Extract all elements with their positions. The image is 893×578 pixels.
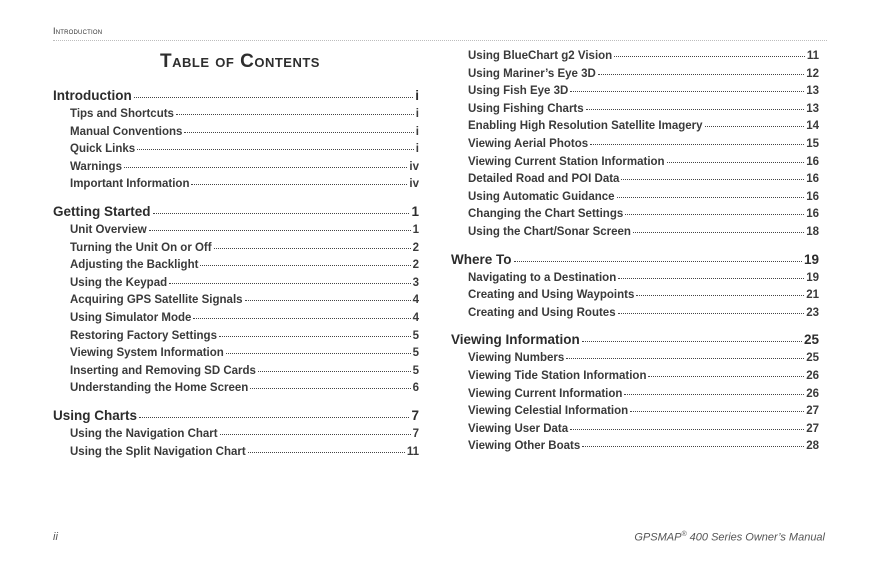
dot-leader [598, 74, 804, 75]
dot-leader [566, 358, 804, 359]
dot-leader [153, 213, 410, 214]
page-number: ii [53, 531, 58, 543]
dot-leader [139, 417, 409, 418]
toc-entry-label: Viewing Aerial Photos [468, 137, 589, 150]
toc-entry[interactable] [53, 294, 419, 312]
manual-title-rest: 400 Series Owner’s Manual [686, 531, 825, 544]
toc-entry-page: 4 [412, 294, 419, 307]
toc-entry-label: Using Fish Eye 3D [468, 85, 569, 98]
dot-leader [618, 313, 805, 314]
toc-entry-label: Viewing System Information [70, 347, 224, 360]
toc-entry-label: Viewing User Data [468, 422, 569, 435]
toc-entry-page: 7 [412, 427, 419, 440]
toc-entry-label: Viewing Current Station Information [468, 155, 665, 168]
toc-entry-label: Viewing Numbers [468, 352, 565, 365]
dot-leader [149, 230, 411, 231]
toc-entry-label: Turning the Unit On or Off [70, 241, 212, 254]
toc-entry[interactable] [451, 191, 819, 209]
toc-right-column [451, 50, 819, 458]
registered-mark: ® [681, 531, 687, 538]
toc-entry-label: Viewing Information [451, 332, 580, 348]
dot-leader [624, 394, 804, 395]
dot-leader [124, 167, 407, 168]
toc-entry[interactable] [451, 156, 819, 174]
toc-entry-page: 18 [806, 225, 819, 238]
toc-entry[interactable] [53, 330, 419, 348]
running-header: Introduction [53, 26, 103, 36]
toc-entry-page: 3 [412, 276, 419, 289]
toc-entry-label: Warnings [70, 160, 122, 173]
toc-entry-page: 2 [412, 259, 419, 272]
toc-entry-page: i [415, 108, 419, 120]
toc-entry[interactable] [53, 161, 419, 179]
toc-section-entry[interactable] [451, 332, 819, 352]
page-title: Table of Contents [160, 51, 320, 72]
toc-entry-page: 4 [412, 311, 419, 324]
toc-entry-page: 26 [806, 387, 819, 400]
toc-entry-label: Understanding the Home Screen [70, 382, 249, 395]
toc-entry-label: Important Information [70, 178, 190, 191]
dot-leader [137, 149, 414, 150]
toc-entry-page: 27 [806, 405, 819, 418]
toc-entry-page: i [415, 125, 419, 138]
toc-entry[interactable] [451, 307, 819, 325]
toc-entry-label: Creating and Using Waypoints [468, 289, 635, 302]
dot-leader [514, 261, 802, 262]
toc-entry-page: 16 [806, 190, 819, 203]
toc-entry[interactable] [451, 173, 819, 191]
dot-leader [134, 97, 414, 98]
toc-entry-label: Where To [451, 251, 512, 267]
dot-leader [630, 411, 804, 412]
toc-entry-label: Getting Started [53, 203, 151, 219]
toc-entry[interactable] [451, 423, 819, 441]
toc-entry-page: 21 [806, 289, 819, 302]
dot-leader [245, 300, 411, 301]
dot-leader [219, 336, 411, 337]
toc-entry-page: i [415, 143, 419, 156]
toc-entry-page: 25 [803, 332, 819, 348]
toc-entry-page: 23 [806, 306, 819, 319]
dot-leader [184, 132, 413, 133]
toc-entry-page: 16 [806, 173, 819, 186]
toc-entry-page: 5 [412, 364, 419, 377]
toc-entry[interactable] [451, 440, 819, 458]
toc-entry[interactable] [53, 259, 419, 277]
toc-entry-page: 6 [412, 382, 419, 395]
toc-entry-label: Restoring Factory Settings [70, 329, 217, 342]
toc-entry[interactable] [53, 242, 419, 260]
dot-leader [176, 114, 414, 115]
toc-entry-label: Navigating to a Destination [468, 271, 617, 284]
dot-leader [200, 265, 410, 266]
toc-entry-page: 1 [411, 203, 419, 219]
toc-entry-page: 15 [806, 137, 819, 150]
toc-entry[interactable] [53, 312, 419, 330]
toc-entry-label: Inserting and Removing SD Cards [70, 364, 256, 377]
toc-entry[interactable] [53, 178, 419, 196]
toc-entry[interactable] [451, 103, 819, 121]
toc-entry-label: Changing the Chart Settings [468, 208, 624, 221]
toc-section-entry[interactable] [451, 252, 819, 272]
toc-entry-label: Manual Conventions [70, 125, 183, 138]
toc-entry-page: 16 [806, 155, 819, 168]
dot-leader [586, 109, 805, 110]
dot-leader [667, 162, 805, 163]
toc-entry-label: Unit Overview [70, 223, 147, 236]
toc-entry-label: Acquiring GPS Satellite Signals [70, 294, 243, 307]
toc-entry-label: Tips and Shortcuts [70, 108, 174, 120]
toc-entry-label: Using the Navigation Chart [70, 427, 218, 440]
toc-entry-page: 2 [412, 241, 419, 254]
toc-entry[interactable] [451, 370, 819, 388]
dot-leader [248, 452, 405, 453]
toc-entry-page: 27 [806, 422, 819, 435]
toc-entry-label: Creating and Using Routes [468, 306, 616, 319]
dot-leader [614, 56, 805, 57]
dot-leader [636, 295, 804, 296]
toc-entry[interactable] [53, 224, 419, 242]
toc-entry[interactable] [53, 277, 419, 295]
toc-entry-label: Using the Split Navigation Chart [70, 445, 246, 458]
toc-entry[interactable] [53, 126, 419, 144]
dot-leader [705, 126, 805, 127]
toc-entry[interactable] [451, 352, 819, 370]
dot-leader [226, 353, 411, 354]
toc-entry-label: Enabling High Resolution Satellite Imagery [468, 120, 703, 133]
toc-entry-page: 13 [806, 85, 819, 98]
toc-entry[interactable] [451, 50, 819, 68]
toc-entry-label: Detailed Road and POI Data [468, 173, 620, 186]
toc-entry-page: 16 [806, 208, 819, 221]
manual-brand: GPSMAP [634, 531, 682, 544]
toc-entry-page: 5 [412, 329, 419, 342]
toc-entry-page: 13 [806, 102, 819, 115]
toc-entry-page: 19 [803, 251, 819, 267]
toc-entry[interactable] [53, 108, 419, 126]
dot-leader [193, 318, 410, 319]
dot-leader [633, 232, 804, 233]
dot-leader [625, 214, 804, 215]
toc-entry-page: 11 [406, 445, 419, 458]
dot-leader [618, 278, 804, 279]
toc-entry-page: iv [409, 178, 419, 191]
dot-leader [250, 388, 410, 389]
toc-entry-label: Using Fishing Charts [468, 102, 584, 115]
toc-entry[interactable] [53, 382, 419, 400]
toc-entry-label: Using Automatic Guidance [468, 190, 615, 203]
toc-entry[interactable] [53, 143, 419, 161]
toc-entry-page: 5 [412, 347, 419, 360]
toc-entry-page: 12 [806, 67, 819, 80]
dot-leader [617, 197, 805, 198]
toc-entry[interactable] [53, 446, 419, 464]
toc-entry-label: Adjusting the Backlight [70, 259, 199, 272]
dot-leader [214, 248, 411, 249]
toc-section-entry[interactable] [53, 204, 419, 224]
toc-entry[interactable] [451, 85, 819, 103]
toc-entry-page: 7 [411, 407, 419, 423]
toc-entry-label: Introduction [53, 88, 132, 103]
toc-entry-page: 28 [806, 440, 819, 453]
toc-entry-page: 14 [806, 120, 819, 133]
toc-entry-label: Using Charts [53, 407, 138, 423]
toc-left-column [53, 86, 419, 463]
toc-entry-label: Viewing Tide Station Information [468, 369, 647, 382]
toc-entry[interactable] [53, 347, 419, 365]
dot-leader [621, 179, 804, 180]
toc-entry-page: 25 [806, 352, 819, 365]
toc-section-entry[interactable] [53, 408, 419, 428]
dot-leader [582, 446, 804, 447]
toc-entry-page: iv [409, 160, 419, 173]
toc-entry[interactable] [451, 272, 819, 290]
dot-leader [169, 283, 410, 284]
toc-entry-label: Using the Chart/Sonar Screen [468, 225, 631, 238]
toc-entry[interactable] [451, 138, 819, 156]
dot-leader [220, 434, 411, 435]
toc-entry-page: 11 [806, 50, 819, 62]
dot-leader [648, 376, 804, 377]
toc-entry-label: Viewing Celestial Information [468, 405, 629, 418]
dot-leader [582, 341, 802, 342]
toc-entry-label: Using BlueChart g2 Vision [468, 50, 613, 62]
toc-entry[interactable] [451, 289, 819, 307]
dot-leader [570, 429, 804, 430]
toc-entry-page: 19 [806, 271, 819, 284]
toc-entry-label: Viewing Other Boats [468, 440, 581, 453]
toc-entry-label: Using Mariner’s Eye 3D [468, 67, 596, 80]
toc-entry[interactable] [53, 428, 419, 446]
toc-entry[interactable] [451, 120, 819, 138]
toc-entry-label: Using the Keypad [70, 276, 168, 289]
toc-entry[interactable] [451, 208, 819, 226]
toc-entry[interactable] [53, 365, 419, 383]
toc-entry-label: Using Simulator Mode [70, 311, 192, 324]
toc-entry-page: i [415, 88, 419, 103]
dot-leader [570, 91, 804, 92]
toc-entry-label: Quick Links [70, 143, 136, 156]
dot-leader [191, 184, 407, 185]
manual-title [634, 531, 825, 544]
toc-section-entry[interactable] [53, 88, 419, 108]
toc-entry-page: 26 [806, 369, 819, 382]
toc-entry-label: Viewing Current Information [468, 387, 623, 400]
toc-entry[interactable] [451, 388, 819, 406]
toc-entry[interactable] [451, 68, 819, 86]
toc-entry[interactable] [451, 405, 819, 423]
dot-leader [590, 144, 804, 145]
toc-entry-page: 1 [412, 223, 419, 236]
toc-entry[interactable] [451, 226, 819, 244]
header-divider [53, 40, 827, 41]
dot-leader [258, 371, 411, 372]
